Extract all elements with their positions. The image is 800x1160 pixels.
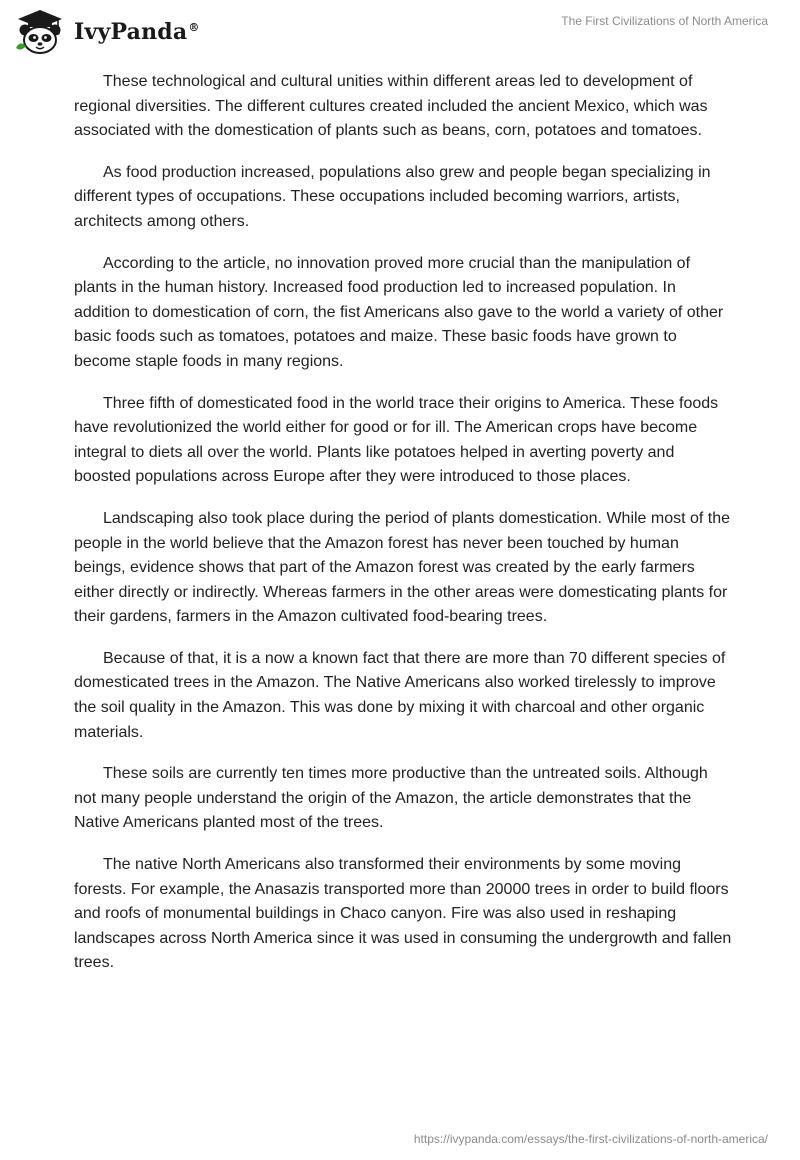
paragraph: These soils are currently ten times more productive than the untreated soils. Although not many people understand the origin of the Amazon, the article demonstrates that the Native Americans planted most of the trees. xyxy=(74,765,708,832)
essay-body xyxy=(74,70,734,993)
paragraph: These technological and cultural unities within different areas led to development of regional diversities. The different cultures created included the ancient Mexico, which was associated with the domestication of plants such as beans, corn, potatoes and tomatoes. xyxy=(74,73,708,140)
brand-logo[interactable] xyxy=(14,8,200,56)
paragraph: According to the article, no innovation proved more crucial than the manipulation of plants in the human history. Increased food production led to increased population. In addition to domestication of corn, the fist Americans also gave to the world a variety of other basic foods such as tomatoes, potatoes and maize. These basic foods have grown to become staple foods in many regions. xyxy=(74,254,724,370)
paragraph: Landscaping also took place during the period of plants domestication. While most of the people in the world believe that the Amazon forest has never been touched by human beings, evidence shows that part of the Amazon forest was created by the early farmers either directly or indirectly. Whereas farmers in the other areas were domesticating plants for their gardens, farmers in the Amazon cultivated food-bearing trees. xyxy=(74,509,731,626)
brand-name xyxy=(74,19,200,45)
paragraph: As food production increased, populations also grew and people began specializing in different types of occupations. These occupations included becoming warriors, artists, architects among others. xyxy=(74,163,711,230)
source-url[interactable]: https://ivypanda.com/essays/the-first-civilizations-of-north-america/ xyxy=(413,1132,768,1146)
paragraph: Because of that, it is a now a known fact that there are more than 70 different species of domesticated trees in the Amazon. The Native Americans also worked tirelessly to improve the soil quality in the Amazon. This was done by mixing it with charcoal and other organic materials. xyxy=(74,649,726,741)
registered-mark: ® xyxy=(188,20,200,34)
panda-graduate-icon xyxy=(14,8,66,56)
brand-name-text: IvyPanda xyxy=(74,19,188,45)
paragraph: The native North Americans also transformed their environments by some moving forests. For example, the Anasazis transported more than 20000 trees in order to build floors and roofs of monumental buildings in Chaco canyon. Fire was also used in reshaping landscapes across North America since it was used in consuming the undergrowth and fallen trees. xyxy=(74,856,732,972)
paragraph: Three fifth of domesticated food in the world trace their origins to America. These foods have revolutionized the world either for good or for ill. The American crops have become integral to diets all over the world. Plants like potatoes helped in averting poverty and boosted populations across Europe after they were introduced to those places. xyxy=(74,394,719,486)
page-header xyxy=(0,0,800,60)
document-title: The First Civilizations of North America xyxy=(561,14,768,28)
